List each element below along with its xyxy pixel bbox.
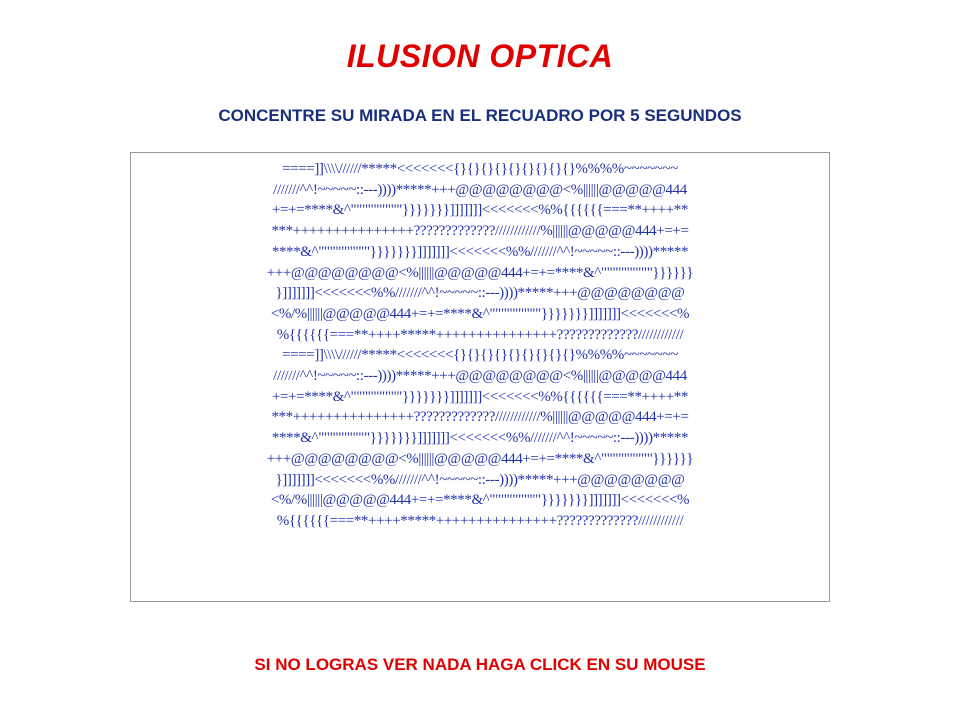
instruction-text: CONCENTRE SU MIRADA EN EL RECUADRO POR 5 SEGUNDOS — [218, 106, 742, 125]
illusion-line: ****&^"""""""""}}}}}}}]]]]]]]<<<<<<<%%///////^^!~~~~~::---))))***** — [271, 430, 689, 447]
illusion-line: ***+++++++++++++++?????????????////////////%||||||@@@@@444+=+= — [271, 409, 689, 426]
illusion-line: +++@@@@@@@@<%||||||@@@@@444+=+=****&^"""""""""}}}}}} — [266, 264, 694, 281]
illusion-line: +=+=****&^"""""""""}}}}}}}]]]]]]]<<<<<<<%%{{{{{{===**++++** — [271, 388, 689, 405]
illusion-box[interactable] — [130, 152, 830, 602]
illusion-line: ====]]\\\\//////*****<<<<<<<{}{}{}{}{}{}{}{}{}%%%%~~~~~~~ — [282, 161, 678, 177]
illusion-line: <%/%||||||@@@@@444+=+=****&^"""""""""}}}}}}}]]]]]]]<<<<<<<% — [270, 305, 690, 322]
illusion-line: +++@@@@@@@@<%||||||@@@@@444+=+=****&^"""""""""}}}}}} — [266, 450, 694, 467]
illusion-line: ///////^^!~~~~~::---))))*****+++@@@@@@@@<%||||||@@@@@444 — [273, 181, 687, 198]
click-hint-text: SI NO LOGRAS VER NADA HAGA CLICK EN SU MOUSE — [254, 655, 706, 674]
illusion-line: +=+=****&^"""""""""}}}}}}}]]]]]]]<<<<<<<%%{{{{{{===**++++** — [271, 202, 689, 219]
illusion-line: }]]]]]]]<<<<<<<%%///////^^!~~~~~::---))))*****+++@@@@@@@@ — [275, 285, 685, 302]
illusion-line: %{{{{{{===**++++*****+++++++++++++++?????????????//////////// — [276, 512, 684, 529]
illusion-text-block — [131, 159, 829, 532]
illusion-line: }]]]]]]]<<<<<<<%%///////^^!~~~~~::---))))*****+++@@@@@@@@ — [275, 471, 685, 488]
illusion-line: ***+++++++++++++++?????????????////////////%||||||@@@@@444+=+= — [271, 223, 689, 240]
illusion-line: ****&^"""""""""}}}}}}}]]]]]]]<<<<<<<%%///////^^!~~~~~::---))))***** — [271, 243, 689, 260]
illusion-line: <%/%||||||@@@@@444+=+=****&^"""""""""}}}}}}}]]]]]]]<<<<<<<% — [270, 492, 690, 509]
page-title: ILUSION OPTICA — [346, 38, 614, 74]
illusion-line: %{{{{{{===**++++*****+++++++++++++++?????????????//////////// — [276, 326, 684, 343]
illusion-line: ///////^^!~~~~~::---))))*****+++@@@@@@@@<%||||||@@@@@444 — [273, 368, 687, 385]
illusion-line: ====]]\\\\//////*****<<<<<<<{}{}{}{}{}{}{}{}{}%%%%~~~~~~~ — [282, 347, 678, 364]
